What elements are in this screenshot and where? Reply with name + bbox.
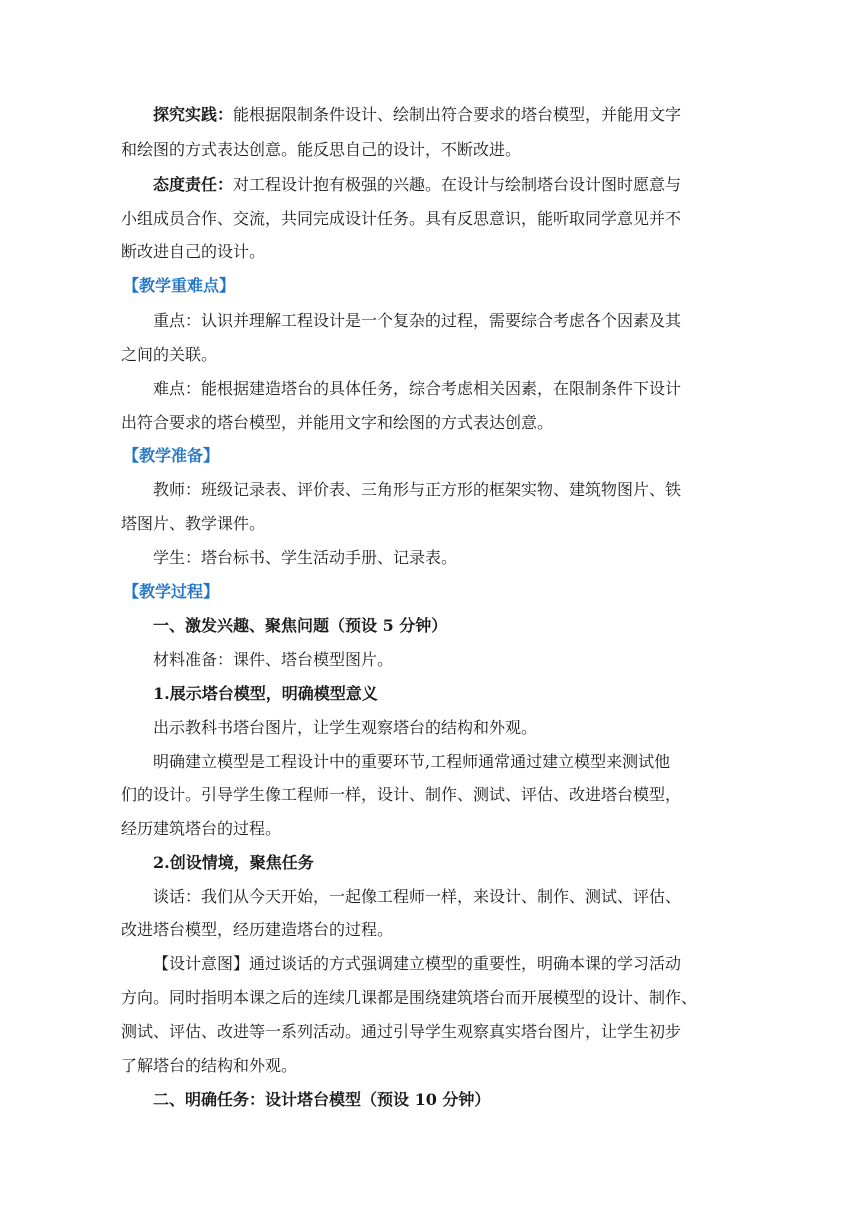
objective-practice-text: 能根据限制条件设计、绘制出符合要求的塔台模型，并能用文字 [233, 105, 682, 124]
step-1-paragraph-1: 出示教科书塔台图片，让学生观察塔台的结构和外观。 [153, 718, 538, 737]
key-point-line-1: 重点：认识并理解工程设计是一个复杂的过程，需要综合考虑各个因素及其 [153, 311, 682, 330]
design-intent-line-1: 【设计意图】通过谈话的方式强调建立模型的重要性，明确本课的学习活动 [153, 954, 682, 973]
step-1-title: 1.展示塔台模型，明确模型意义 [153, 684, 378, 703]
heading-key-points: 【教学重难点】 [123, 276, 236, 295]
step-2-line-1: 谈话：我们从今天开始，一起像工程师一样，来设计、制作、测试、评估、 [153, 887, 682, 906]
key-point-line-2: 之间的关联。 [121, 345, 218, 364]
step-1-paragraph-2-line-3: 经历建筑塔台的过程。 [121, 819, 282, 838]
step-1-paragraph-2-line-2: 们的设计。引导学生像工程师一样，设计、制作、测试、评估、改进塔台模型， [121, 785, 682, 804]
prep-teacher-line-2: 塔图片、教学课件。 [121, 514, 266, 533]
prep-student: 学生：塔台标书、学生活动手册、记录表。 [153, 548, 458, 567]
prep-teacher-line-1: 教师：班级记录表、评价表、三角形与正方形的框架实物、建筑物图片、铁 [153, 480, 682, 499]
objective-attitude-line-1 [153, 174, 681, 196]
heading-process: 【教学过程】 [123, 582, 220, 601]
objective-practice-line-2: 和绘图的方式表达创意。能反思自己的设计，不断改进。 [121, 140, 522, 159]
heading-preparation: 【教学准备】 [123, 446, 220, 465]
objective-attitude-line-2: 小组成员合作、交流，共同完成设计任务。具有反思意识，能听取同学意见并不 [121, 209, 682, 228]
section-2-title: 二、明确任务：设计塔台模型（预设 10 分钟） [153, 1090, 491, 1109]
objective-attitude-text: 对工程设计抱有极强的兴趣。在设计与绘制塔台设计图时愿意与 [233, 175, 682, 194]
step-2-title: 2.创设情境，聚焦任务 [153, 853, 314, 872]
design-intent-line-3: 测试、评估、改进等一系列活动。通过引导学生观察真实塔台图片，让学生初步 [121, 1022, 682, 1041]
objective-practice-line-1 [153, 104, 681, 126]
design-intent-line-4: 了解塔台的结构和外观。 [121, 1056, 298, 1075]
section-1-title: 一、激发兴趣、聚焦问题（预设 5 分钟） [153, 616, 448, 635]
step-1-paragraph-2-line-1: 明确建立模型是工程设计中的重要环节,工程师通常通过建立模型来测试他 [153, 752, 671, 771]
difficult-point-line-2: 出符合要求的塔台模型，并能用文字和绘图的方式表达创意。 [121, 413, 554, 432]
design-intent-line-2: 方向。同时指明本课之后的连续几课都是围绕建筑塔台而开展模型的设计、制作、 [121, 988, 698, 1007]
difficult-point-line-1: 难点：能根据建造塔台的具体任务，综合考虑相关因素，在限制条件下设计 [153, 379, 682, 398]
objective-attitude-line-3: 断改进自己的设计。 [121, 242, 266, 261]
step-2-line-2: 改进塔台模型，经历建造塔台的过程。 [121, 920, 394, 939]
objective-practice-label: 探究实践： [153, 105, 234, 124]
section-1-materials: 材料准备：课件、塔台模型图片。 [153, 650, 394, 669]
objective-attitude-label: 态度责任： [153, 175, 234, 194]
